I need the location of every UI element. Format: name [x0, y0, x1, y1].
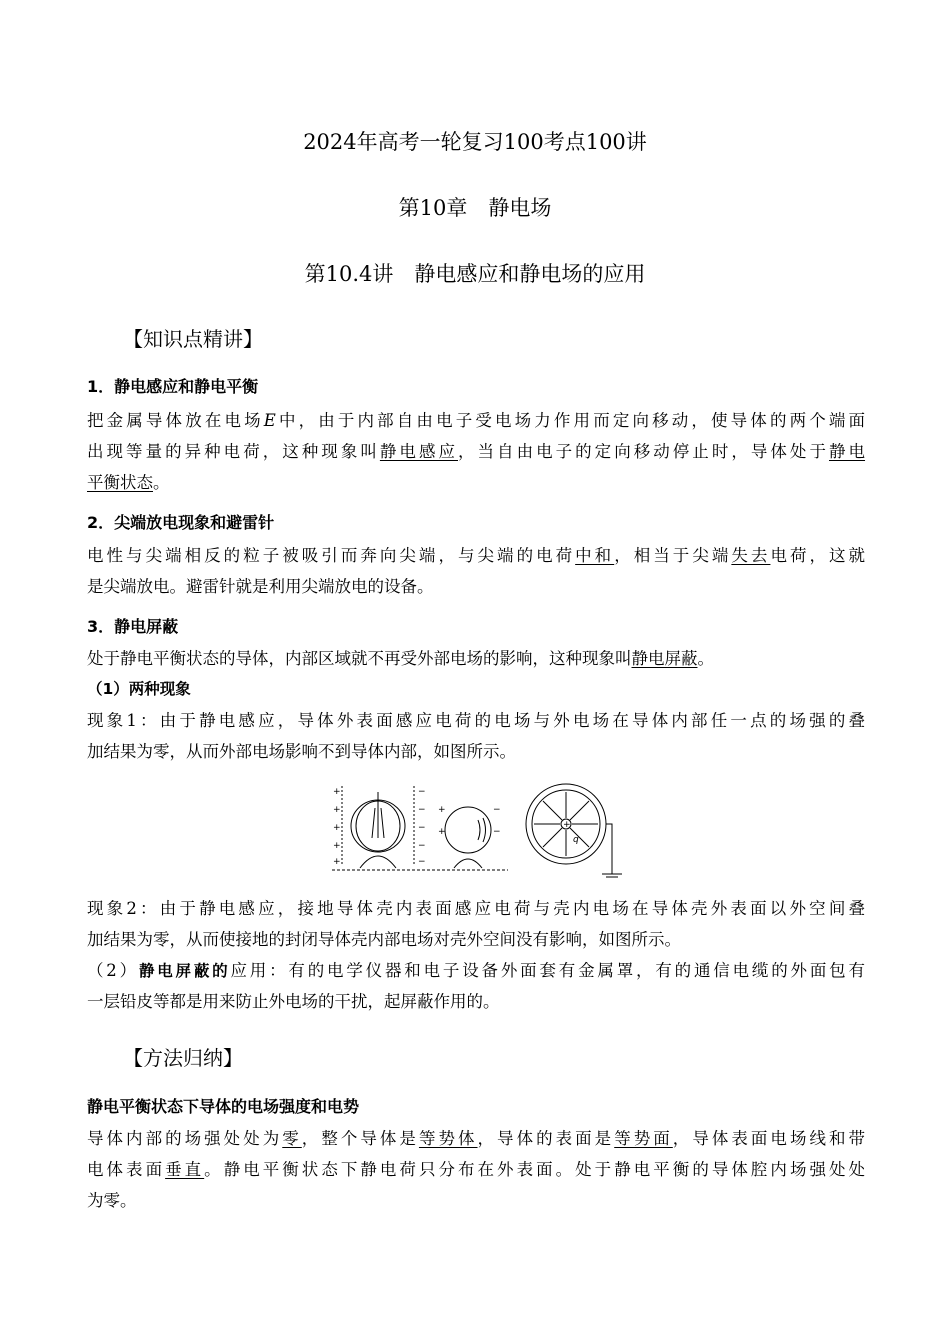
- ground-wire: [606, 824, 612, 874]
- section-3-paragraph: [87, 643, 865, 767]
- text: 电荷，这就: [770, 546, 866, 565]
- underlined-term: 静电感应: [379, 442, 458, 461]
- plus-charge: +: [333, 787, 341, 797]
- plus-charge: +: [333, 841, 341, 851]
- method-line-2: [87, 1154, 865, 1185]
- text: 导体内部的场强处处为: [87, 1129, 283, 1148]
- plus-charge: +: [438, 827, 446, 837]
- method-line-3: 为零。: [87, 1191, 137, 1210]
- phenomenon-1-line-1: 现象1：由于静电感应，导体外表面感应电荷的电场与外电场在导体内部任一点的场强的叠: [87, 711, 865, 730]
- s1-line-1: [87, 405, 865, 436]
- minus-charge: −: [418, 805, 426, 815]
- phenomenon-2-line-1: 现象2：由于静电感应，接地导体壳内表面感应电荷与壳内电场在导体壳外表面以外空间叠: [87, 899, 865, 918]
- s1-line-3: [87, 467, 865, 498]
- text: 。静电平衡状态下静电荷只分布在外表面。处于静电平衡的导体腔内场强处处: [204, 1160, 866, 1179]
- application-line-1: [87, 955, 865, 986]
- text: ，整个导体是: [301, 1129, 419, 1148]
- section-3-heading: 3．静电屏蔽: [87, 617, 179, 636]
- minus-charge: −: [418, 857, 426, 867]
- s2-line-2: 是尖端放电。避雷针就是利用尖端放电的设备。: [87, 577, 434, 596]
- text: 处于静电平衡状态的导体，内部区域就不再受外部电场的影响，这种现象叫: [87, 649, 632, 668]
- sphere-stand: [454, 859, 482, 868]
- text: 出现等量的异种电荷，这种现象叫: [87, 442, 380, 461]
- phenomenon-1-line-2: 加结果为零，从而外部电场影响不到导体内部，如图所示。: [87, 742, 516, 761]
- text: 。: [697, 649, 714, 668]
- text: 把金属导体放在电场: [87, 411, 264, 430]
- underlined-term: 零: [282, 1129, 302, 1148]
- minus-charge: −: [418, 823, 426, 833]
- underlined-term: 等势体: [418, 1129, 478, 1148]
- minus-charge: −: [493, 805, 501, 815]
- electrostatic-shielding-figure: [330, 778, 630, 878]
- stand: [360, 856, 396, 868]
- section-2-heading: 2．尖端放电现象和避雷针: [87, 513, 275, 532]
- method-paragraph: [87, 1123, 865, 1216]
- minus-charge: −: [418, 787, 426, 797]
- text: ，导体的表面是: [477, 1129, 615, 1148]
- field-arcs: [478, 818, 486, 842]
- section-1-heading: 1．静电感应和静电平衡: [87, 377, 259, 396]
- conductor-sphere: [445, 807, 491, 853]
- section-1-paragraph: [87, 405, 865, 498]
- bold-text: 静电屏蔽的: [138, 962, 231, 980]
- phenomenon-2-line-2: 加结果为零，从而使接地的封闭导体壳内部电场对壳外空间没有影响，如图所示。: [87, 930, 681, 949]
- text: 电体表面: [87, 1160, 166, 1179]
- underlined-term: 垂直: [165, 1160, 205, 1179]
- underlined-term: 失去: [731, 546, 771, 565]
- plus-charge: +: [333, 823, 341, 833]
- underlined-term: 平衡状态: [87, 473, 153, 492]
- minus-charge: −: [418, 841, 426, 851]
- s3-subheading: （1）两种现象: [87, 680, 191, 698]
- plus-charge: +: [333, 805, 341, 815]
- document-title: 2024年高考一轮复习100考点100讲: [303, 130, 647, 154]
- text: 电性与尖端相反的粒子被吸引而奔向尖端，与尖端的电荷: [87, 546, 576, 565]
- application-line-2: 一层铅皮等都是用来防止外电场的干扰，起屏蔽作用的。: [87, 992, 500, 1011]
- plus-charge: +: [333, 857, 341, 867]
- phenomenon-2-paragraph: [87, 893, 865, 1017]
- knowledge-section-title: 【知识点精讲】: [123, 327, 263, 351]
- lecture-title: 第10.4讲 静电感应和静电场的应用: [304, 262, 646, 286]
- text: ，相当于尖端: [614, 546, 732, 565]
- underlined-term: 静电屏蔽: [631, 649, 698, 668]
- point-charge-sign: +: [563, 820, 571, 830]
- method-heading: 静电平衡状态下导体的电场强度和电势: [87, 1097, 360, 1116]
- variable-e: E: [263, 411, 276, 430]
- underlined-term: 静电: [829, 442, 866, 461]
- text: ，导体表面电场线和带: [672, 1129, 866, 1148]
- section-2-paragraph: [87, 540, 865, 602]
- s1-line-2: [87, 436, 865, 467]
- method-line-1: [87, 1123, 865, 1154]
- chapter-title: 第10章 静电场: [398, 196, 552, 220]
- plus-charge: +: [438, 805, 446, 815]
- underlined-term: 等势面: [614, 1129, 673, 1148]
- text: 应用：有的电学仪器和电子设备外面套有金属罩，有的通信电缆的外面包有: [230, 961, 865, 980]
- text: 。: [153, 473, 170, 492]
- charge-label: q: [573, 835, 579, 845]
- text: （2）: [87, 961, 139, 980]
- s2-line-1: [87, 540, 865, 571]
- minus-charge: −: [493, 827, 501, 837]
- text: ，当自由电子的定向移动停止时，导体处于: [458, 442, 829, 461]
- text: 中，由于内部自由电子受电场力作用而定向移动，使导体的两个端面: [275, 411, 866, 430]
- s3-line-1: [87, 643, 865, 674]
- method-section-title: 【方法归纳】: [123, 1046, 243, 1070]
- underlined-term: 中和: [575, 546, 615, 565]
